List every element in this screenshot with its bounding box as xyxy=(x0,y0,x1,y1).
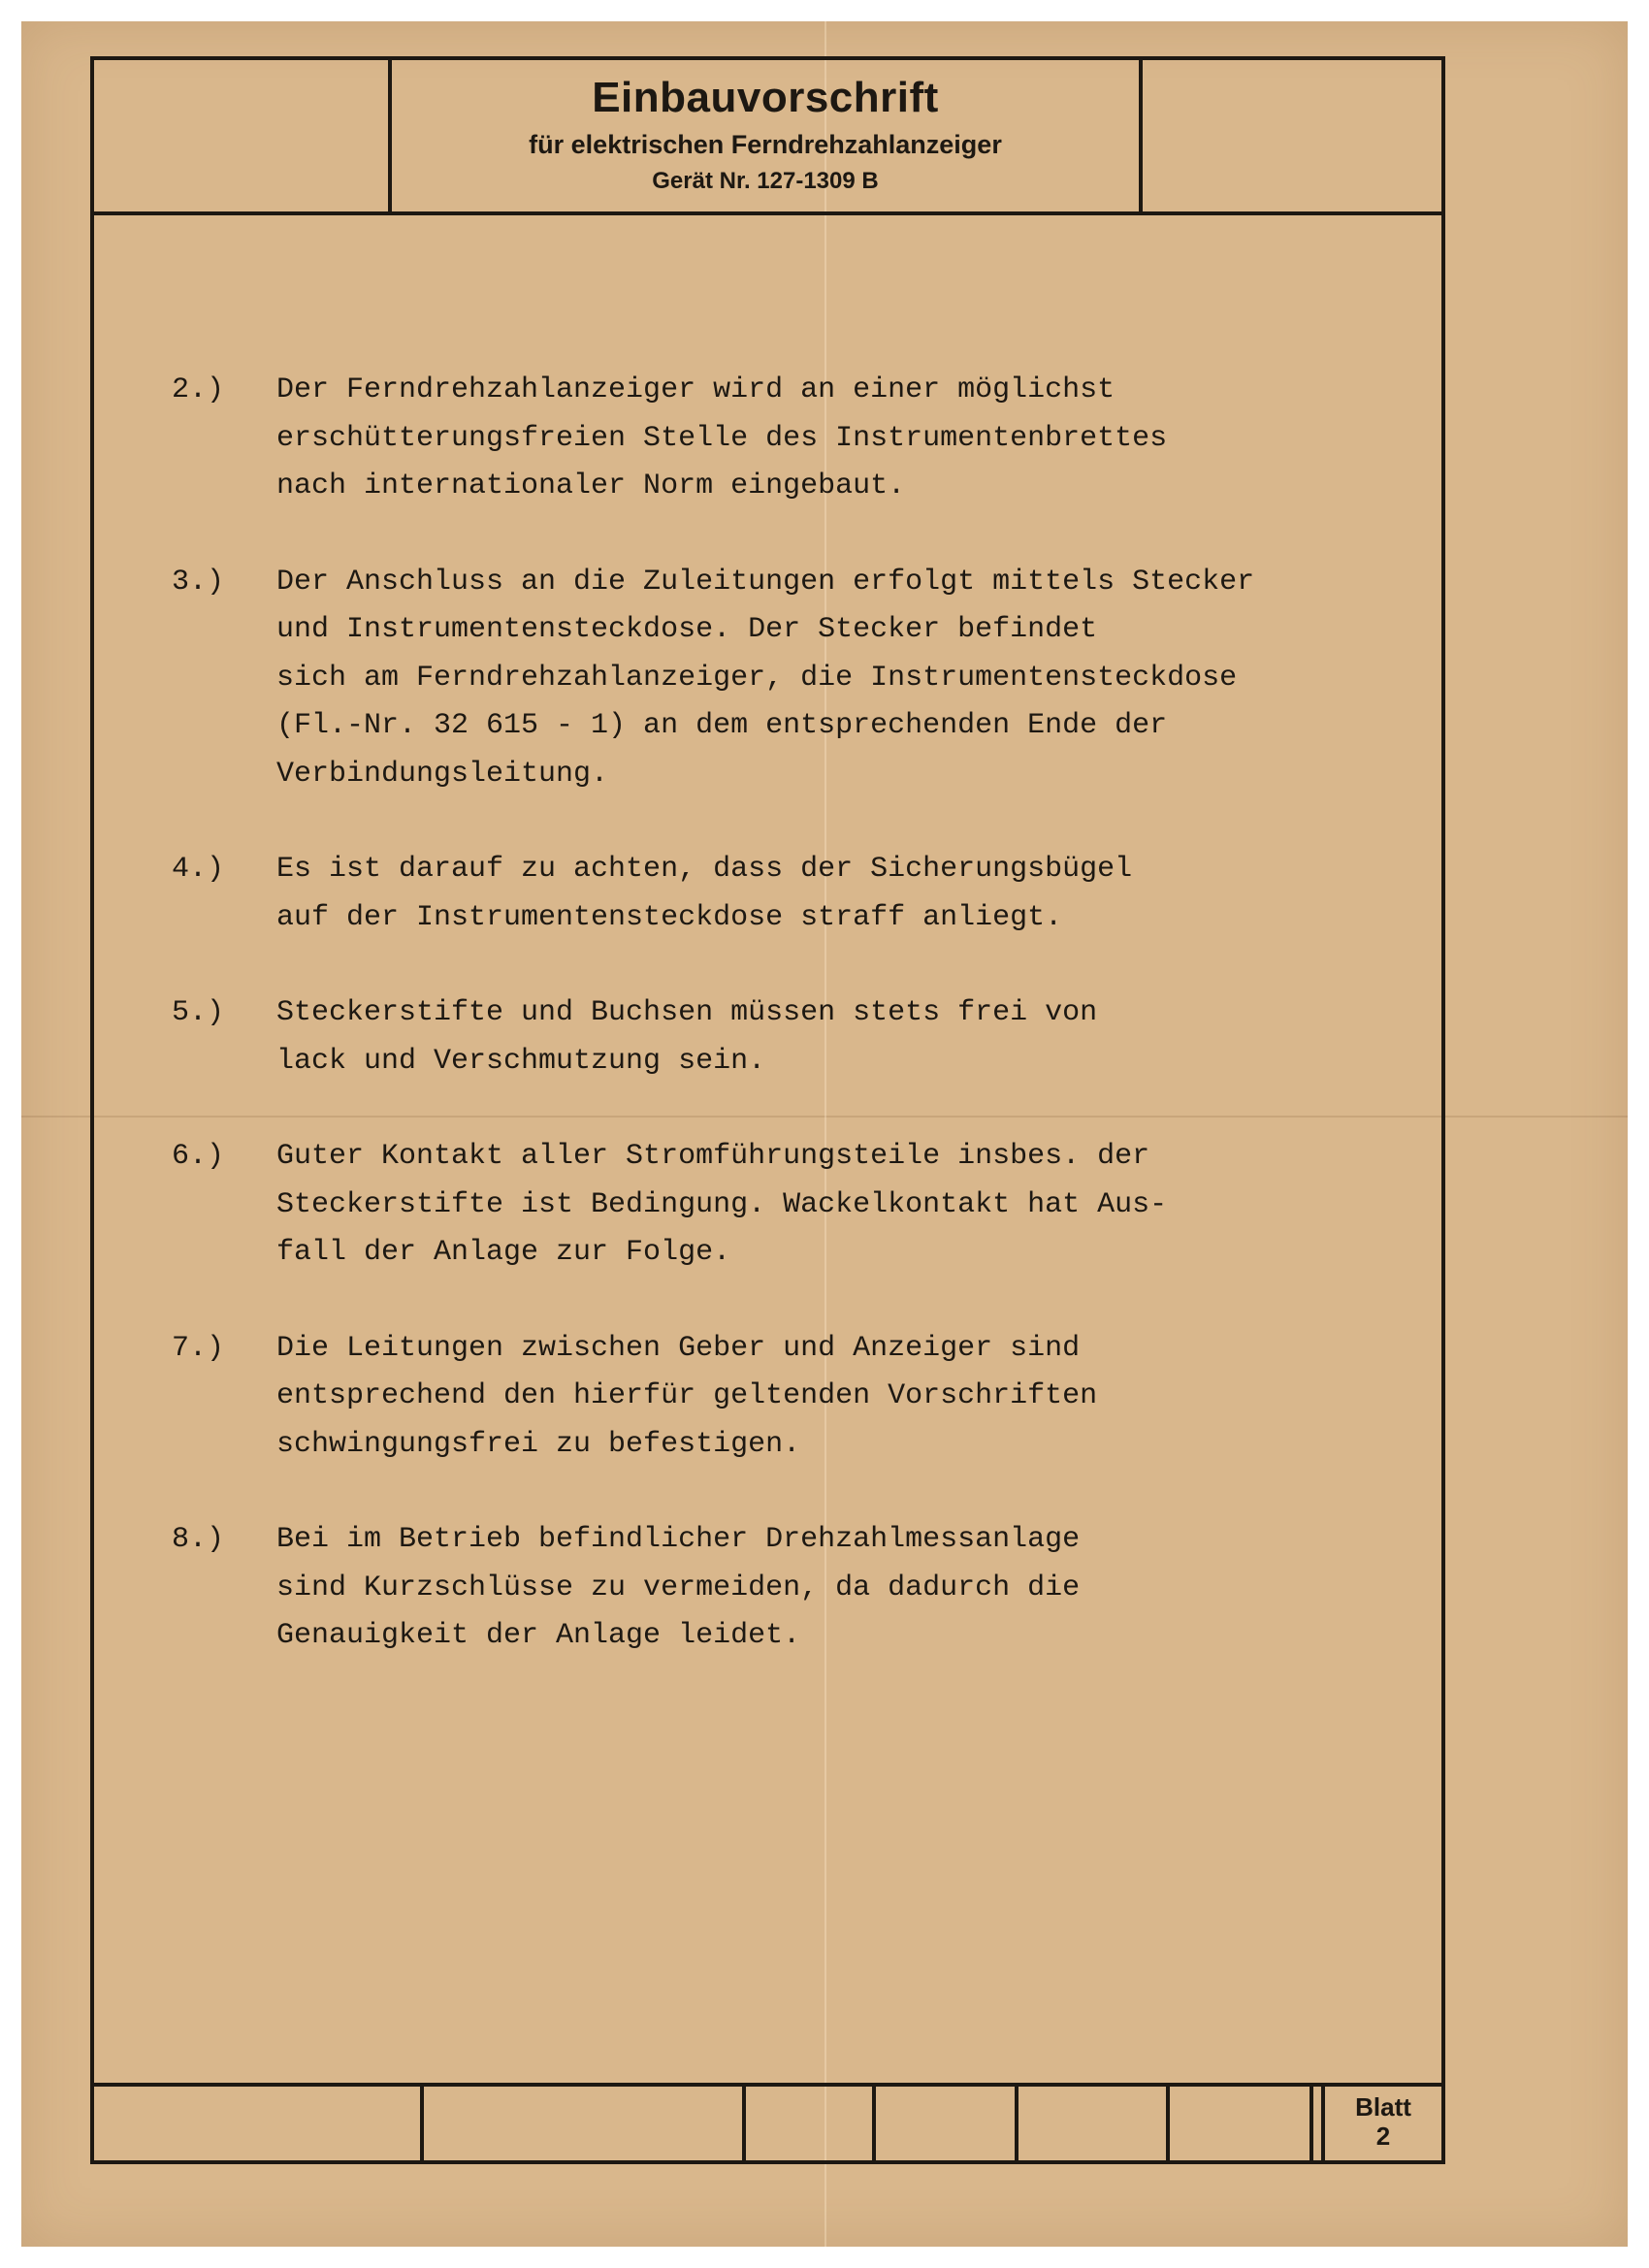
instruction-line: und Instrumentensteckdose. Der Stecker befindet xyxy=(276,613,1098,646)
instruction-text xyxy=(276,367,1374,511)
instruction-item xyxy=(172,559,1374,799)
instruction-line: nach internationaler Norm eingebaut. xyxy=(276,470,906,502)
footer-cell xyxy=(1170,2087,1313,2160)
instructions-list xyxy=(172,367,1374,1708)
sheet-label: Blatt xyxy=(1355,2092,1411,2122)
instruction-number: 7.) xyxy=(172,1331,225,1365)
instruction-line: lack und Verschmutzung sein. xyxy=(276,1044,766,1078)
sheet-number-cell xyxy=(1325,2087,1441,2160)
footer-row xyxy=(94,2083,1441,2160)
instruction-line: Genauigkeit der Anlage leidet. xyxy=(276,1619,801,1652)
footer-cell xyxy=(94,2087,424,2160)
instruction-line: sind Kurzschlüsse zu vermeiden, da dadurch die xyxy=(276,1571,1081,1604)
instruction-line: schwingungsfrei zu befestigen. xyxy=(276,1427,801,1461)
document-frame xyxy=(90,56,1445,2164)
instruction-number: 2.) xyxy=(172,373,225,406)
instruction-line: sich am Ferndrehzahlanzeiger, die Instrumentensteckdose xyxy=(276,661,1238,695)
header-title-block xyxy=(392,60,1143,211)
document-title: Einbauvorschrift xyxy=(592,74,939,121)
instruction-item xyxy=(172,1133,1374,1278)
instruction-line: Der Anschluss an die Zuleitungen erfolgt mittels Stecker xyxy=(276,565,1255,599)
instruction-text xyxy=(276,846,1374,942)
footer-cell xyxy=(424,2087,746,2160)
instruction-number: 8.) xyxy=(172,1523,225,1556)
footer-cell xyxy=(876,2087,1018,2160)
document-subtitle: für elektrischen Ferndrehzahlanzeiger xyxy=(529,130,1002,159)
instruction-number: 6.) xyxy=(172,1140,225,1173)
instruction-number: 5.) xyxy=(172,996,225,1029)
instruction-line: Verbindungsleitung. xyxy=(276,757,609,791)
instruction-line: Die Leitungen zwischen Geber und Anzeiger sind xyxy=(276,1331,1081,1365)
instruction-text xyxy=(276,1133,1374,1278)
instruction-line: Guter Kontakt aller Stromführungsteile insbes. der xyxy=(276,1140,1150,1173)
instruction-text xyxy=(276,1516,1374,1661)
instruction-text xyxy=(276,1325,1374,1470)
header-cell-right xyxy=(1143,60,1441,211)
instruction-text xyxy=(276,989,1374,1085)
instruction-line: (Fl.-Nr. 32 615 - 1) an dem entsprechenden Ende der xyxy=(276,709,1168,742)
instruction-item xyxy=(172,1325,1374,1470)
instruction-line: Steckerstifte und Buchsen müssen stets frei von xyxy=(276,996,1098,1029)
footer-cell xyxy=(1018,2087,1170,2160)
instruction-line: Der Ferndrehzahlanzeiger wird an einer möglichst xyxy=(276,373,1116,406)
header-row xyxy=(94,60,1441,215)
instruction-line: erschütterungsfreien Stelle des Instrumentenbrettes xyxy=(276,421,1168,455)
instruction-line: fall der Anlage zur Folge. xyxy=(276,1236,731,1269)
instruction-item xyxy=(172,1516,1374,1661)
instruction-text xyxy=(276,559,1374,799)
instruction-line: auf der Instrumentensteckdose straff anliegt. xyxy=(276,900,1063,934)
header-cell-left xyxy=(94,60,392,211)
device-number: Gerät Nr. 127-1309 B xyxy=(652,168,879,194)
instruction-item xyxy=(172,367,1374,511)
instruction-line: Bei im Betrieb befindlicher Drehzahlmessanlage xyxy=(276,1523,1081,1556)
instruction-line: Es ist darauf zu achten, dass der Sicherungsbügel xyxy=(276,853,1133,886)
footer-cell xyxy=(746,2087,876,2160)
footer-cell xyxy=(1313,2087,1325,2160)
instruction-number: 3.) xyxy=(172,565,225,599)
instruction-item xyxy=(172,989,1374,1085)
instruction-line: Steckerstifte ist Bedingung. Wackelkontakt hat Aus- xyxy=(276,1187,1168,1221)
sheet-number: 2 xyxy=(1375,2122,1391,2151)
instruction-line: entsprechend den hierfür geltenden Vorschriften xyxy=(276,1379,1098,1412)
instruction-item xyxy=(172,846,1374,942)
instruction-number: 4.) xyxy=(172,853,225,886)
